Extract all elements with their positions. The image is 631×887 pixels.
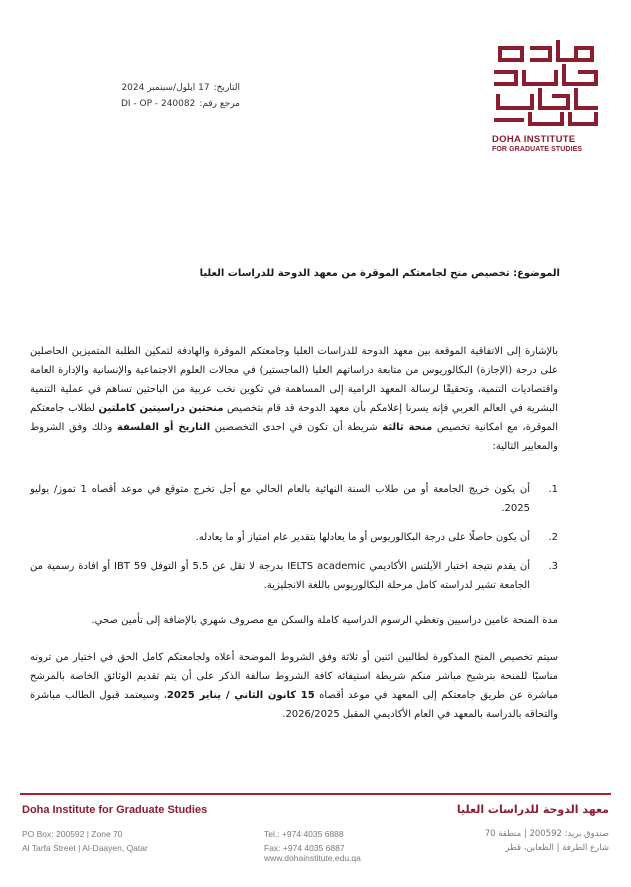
reference-value: DI - OP - 240082: [120, 99, 196, 109]
footer-street-en: Al Tarfa Street | Al-Daayen, Qatar: [22, 843, 148, 853]
intro-text-2: لطلاب جامعتكم الموقرة، مع امكانية تخصيص: [30, 403, 559, 433]
date-row: [60, 80, 240, 96]
list-item: [30, 557, 558, 595]
footer-divider: [20, 793, 611, 795]
scholarship-duration-paragraph: مدة المنحة عامين دراسيين وتغطي الرسوم الدراسية كاملة والسكن مع مصروف شهري بالإضافة إلى تأمين صحي.: [91, 615, 558, 626]
nomination-deadline: 15 كانون الثاني / يناير 2025: [166, 690, 315, 701]
intro-bold-3: التاريخ أو الفلسفة: [116, 422, 211, 433]
date-value: 17 ايلول/سبتمبر 2024: [121, 83, 210, 93]
footer-institute-name-en: Doha Institute for Graduate Studies: [22, 804, 208, 816]
footer-institute-name-ar: معهد الدوحة للدراسات العليا: [456, 803, 609, 816]
list-item-number: 1.: [548, 484, 558, 495]
list-item-number: 3.: [548, 561, 558, 572]
letter-subject: الموضوع: تخصيص منح لجامعتكم الموقرة من معهد الدوحة للدراسات العليا: [199, 268, 560, 279]
logo-arabic-wordmark: [492, 38, 602, 128]
logo-name-en-line1: DOHA INSTITUTE: [492, 134, 576, 145]
intro-text-4: وذلك وفق الشروط والمعايير التالية:: [30, 422, 558, 452]
list-item-text: أن يكون خريج الجامعة أو من طلاب السنة النهائية بالعام الحالي مع أجل تخرج متوقع في موعد أقصاه 1 تموز/ يوليو 2025.: [30, 484, 531, 514]
footer-address-ar: [485, 827, 609, 855]
reference-label: مرجع رقم:: [199, 99, 240, 109]
list-item-text: أن يقدم نتيجة اختبار الآيلتس الأكاديمي IELTS academic بدرجة لا تقل عن 5.5 أو التوفل IBT 59 أو افادة رسمية من الجامعة تشير لدراسته كامل مرحلة البكالوريوس باللغة الانجليزية.: [30, 561, 530, 591]
letter-meta: [60, 80, 240, 112]
list-item: [30, 528, 558, 547]
nomination-paragraph: [30, 648, 558, 724]
intro-text-3: شريطة أن تكون في احدى التخصصين: [210, 422, 383, 433]
institute-logo: [492, 38, 602, 153]
footer-address-en: [22, 827, 148, 855]
intro-bold-1: منحتين دراسيتين كاملتين: [98, 403, 224, 414]
footer-fax: Fax: +974 4035 6887: [264, 843, 345, 853]
footer-website-link[interactable]: www.dohainstitute.edu.qa: [264, 853, 361, 863]
date-label: التاريخ:: [213, 83, 240, 93]
footer-street-ar: شارع الطرفة | الظعاين، قطر: [505, 843, 609, 853]
footer-po-box-ar: صندوق بريد: 200592 | منطقة 70: [484, 829, 609, 839]
intro-paragraph: [30, 342, 558, 456]
logo-name-en-line2: FOR GRADUATE STUDIES: [492, 146, 583, 153]
list-item-text: أن يكون حاصلًا على درجة البكالوريوس أو ما يعادلها بتقدير عام امتياز أو ما يعادله.: [195, 532, 530, 543]
footer-tel: Tel.: +974 4035 6888: [264, 829, 344, 839]
list-item-number: 2.: [548, 532, 558, 543]
footer-contact: [264, 827, 345, 855]
list-item: [30, 480, 558, 518]
intro-text-1: بالإشارة إلى الاتفاقية الموقعة بين معهد الدوحة للدراسات العليا وجامعتكم الموقرة والهادفة لتمكين الطلبة المتميزين الحاصلين على درجة (الإجازة) البكالوريوس من متابعة دراساتهم العليا (الماجستير) في مجالات العلوم الاجتماعية والإنسانية والإدارة العامة واقتصاديات التنمية، وتحقيقًا لرسالة المعهد الرامية إلى المساهمة في تكوين نخب عربية من الباحثين تساهم في عملية التنمية البشرية في العالم العربي فإنه يسرنا إعلامكم بأن معهد الدوحة قد قام بتخصيص: [30, 346, 558, 414]
intro-bold-2: منحة ثالثة: [382, 422, 433, 433]
footer-po-box-en: PO Box: 200592 | Zone 70: [22, 829, 123, 839]
nomination-text-2: ، وسيعتمد قبول الطالب مباشرة والتحاقه بالدراسة بالمعهد في العام الأكاديمي المقبل 2026/2025.: [30, 690, 558, 720]
conditions-list: [30, 480, 558, 605]
reference-row: [60, 96, 240, 112]
nomination-text-1: سيتم تخصيص المنح المذكورة لطالبين اثنين أو ثلاثة وفق الشروط الموضحة أعلاه ولجامعتكم كامل الحق في اختيار من ترونه مناسبًا للمنحة بترشيح مباشر منكم شريطة استيفائه كافة الشروط سالفة الذكر على أن يتم تقديم الوثائق الخاصة بالمرشح مباشرة عن طريق جامعتكم إلى المعهد في موعد أقصاه: [30, 652, 558, 701]
